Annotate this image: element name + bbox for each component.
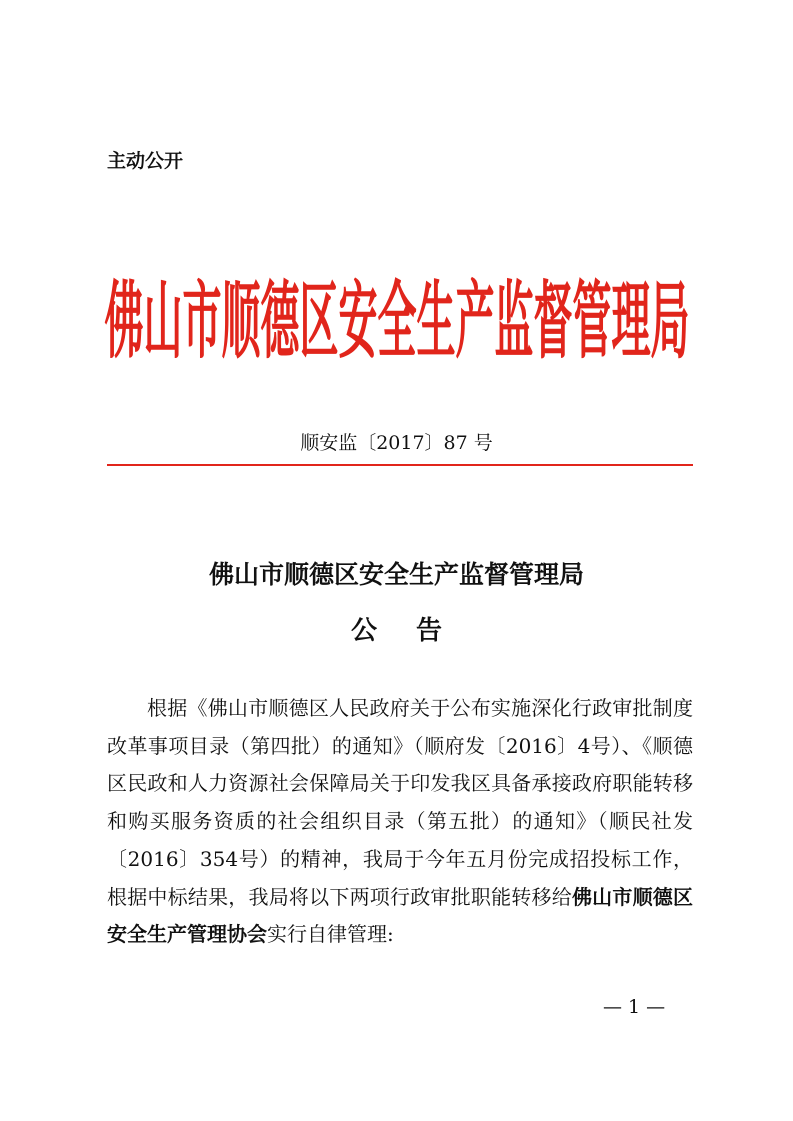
notice-body	[107, 690, 693, 954]
agency-masthead-text: 佛山市顺德区安全生产监督管理局	[104, 272, 690, 368]
disclosure-label: 主动公开	[107, 150, 184, 172]
document-number: 顺安监〔2017〕87 号	[300, 432, 493, 454]
red-divider	[107, 464, 693, 466]
agency-masthead	[0, 258, 793, 368]
notice-subtitle: 公告	[350, 616, 481, 646]
notice-title: 佛山市顺德区安全生产监督管理局	[208, 560, 584, 589]
page-number: — 1 —	[603, 996, 666, 1018]
body-text: 根据《佛山市顺德区人民政府关于公布实施深化行政审批制度改革事项目录（第四批）的通知》（顺府发〔2016〕4号）、《顺德区民政和人力资源社会保障局关于印发我区具备承接政府职能转移和购买服务资质的社会组织目录（第五批）的通知》（顺民社发〔2016〕354号）的精神，我局于今年五月份完成招投标工作，根据中标结果，我局将以下两项行政审批职能转移给	[107, 696, 693, 909]
body-text-end: 实行自律管理:	[267, 922, 394, 947]
organization-name: 佛山市顺德区安全生产管理协会	[107, 884, 694, 947]
body-paragraph	[107, 690, 693, 954]
